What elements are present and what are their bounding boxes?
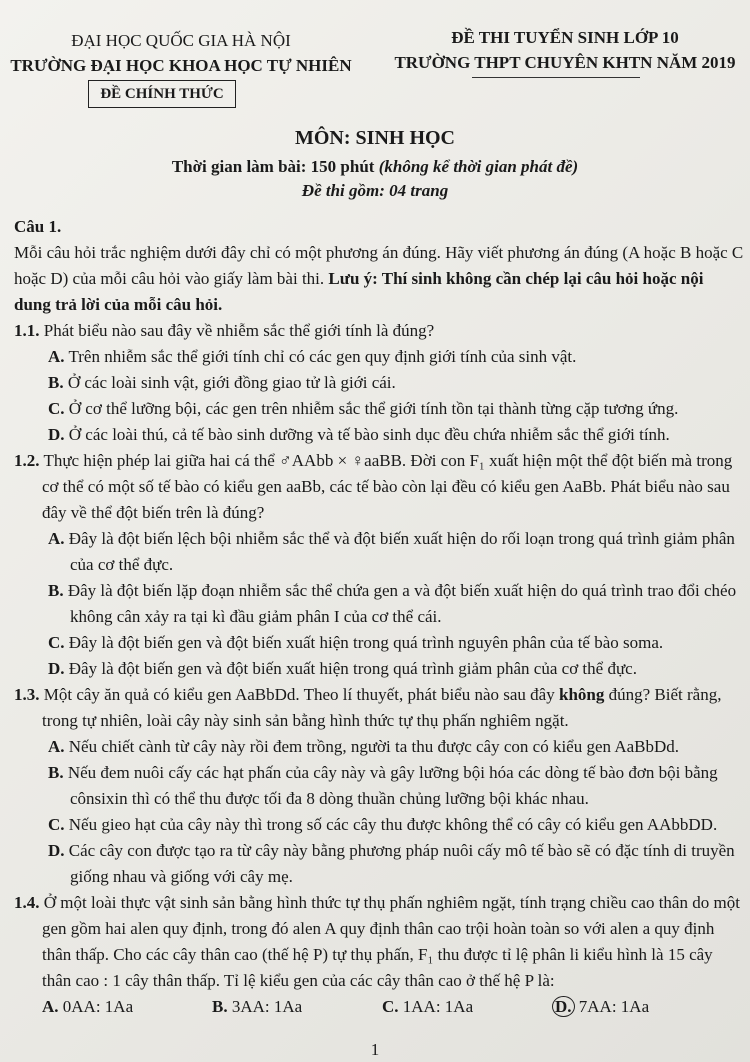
- option-label: D.: [48, 659, 65, 678]
- instructions-note: Lưu ý: Thí sinh không cần chép lại câu hỏi hoặc nội dung trả lời của mỗi câu hỏi.: [14, 269, 704, 314]
- question-label: Câu 1.: [14, 217, 62, 236]
- question-number: 1.2.: [14, 451, 40, 470]
- university-name: ĐẠI HỌC QUỐC GIA HÀ NỘI: [71, 31, 291, 50]
- option-a: [42, 994, 212, 1020]
- option-c: [382, 994, 552, 1020]
- question-number: 1.4.: [14, 893, 40, 912]
- option-label-circled: D.: [552, 996, 575, 1017]
- option-b: [14, 370, 744, 396]
- page-number: 1: [370, 1040, 380, 1059]
- header-left: [6, 28, 356, 78]
- option-d: [14, 422, 744, 448]
- option-label: B.: [48, 581, 64, 600]
- option-d: [14, 838, 744, 890]
- option-text: Nếu gieo hạt của cây này thì trong số các cây thu được không thể có cây có kiểu gen AAbbDD.: [68, 815, 718, 834]
- question-number: 1.3.: [14, 685, 40, 704]
- option-text: 3AA: 1Aa: [231, 997, 303, 1016]
- question-1-1: [14, 318, 744, 344]
- question-text: Thực hiện phép lai giữa hai cá thể ♂AAbb × ♀aaBB. Đời con F₁ xuất hiện một thể đột biến mà trong cơ thể có một số tế bào có kiểu gen aaBb, các tế bào còn lại đều có kiểu gen AaBb. Phát biểu nào sau đây về thể đột biến trên là đúng?: [42, 451, 733, 522]
- option-label: B.: [48, 373, 64, 392]
- official-stamp-box: ĐỀ CHÍNH THỨC: [88, 80, 236, 108]
- option-text: Các cây con được tạo ra từ cây này bằng phương pháp nuôi cấy mô tế bào sẽ có đặc tính di truyền giống nhau và giống với cây mẹ.: [68, 841, 735, 886]
- exam-name: ĐỀ THI TUYỂN SINH LỚP 10: [451, 28, 679, 47]
- question-text: Ở một loài thực vật sinh sản bằng hình thức tự thụ phấn nghiêm ngặt, tính trạng chiều cao thân do một gen gồm hai alen quy định, trong đó alen A quy định thân cao trội hoàn toàn so với alen a quy định thân thấp. Cho các cây thân cao (thế hệ P) tự thụ phấn, F₁ thu được tỉ lệ phân li kiểu hình là 15 cây thân cao : 1 cây thân thấp. Tỉ lệ kiểu gen của các cây thân cao ở thế hệ P là:: [42, 893, 740, 990]
- question-text: Phát biểu nào sau đây về nhiễm sắc thể giới tính là đúng?: [43, 321, 435, 340]
- header-right: [380, 25, 750, 75]
- option-text: 0AA: 1Aa: [62, 997, 134, 1016]
- option-label: C.: [48, 633, 65, 652]
- question-1-3: [14, 682, 744, 734]
- option-label: A.: [48, 737, 65, 756]
- option-c: [14, 396, 744, 422]
- option-text: Nếu chiết cành từ cây này rồi đem trồng, người ta thu được cây con có kiểu gen AaBbDd.: [68, 737, 680, 756]
- option-label: A.: [42, 997, 59, 1016]
- option-label: A.: [48, 529, 65, 548]
- question-text: Một cây ăn quả có kiểu gen AaBbDd. Theo lí thuyết, phát biểu nào sau đây: [43, 685, 555, 704]
- option-text: Đây là đột biến lặp đoạn nhiễm sắc thể chứa gen a và đột biến xuất hiện do quá trình trao đổi chéo không cân xảy ra tại kì đầu giảm phân I của cơ thể cái.: [67, 581, 737, 626]
- option-text: Ở các loài sinh vật, giới đồng giao tử là giới cái.: [67, 373, 396, 392]
- time-line: [0, 157, 750, 177]
- option-d: [552, 994, 722, 1020]
- option-label: C.: [48, 815, 65, 834]
- subject-title: MÔN: SINH HỌC: [295, 127, 455, 149]
- exam-body: [14, 214, 744, 1020]
- instructions-text: Mỗi câu hỏi trắc nghiệm dưới đây chỉ có một phương án đúng. Hãy viết phương án đúng (A hoặc B hoặc C hoặc D) của mỗi câu hỏi vào giấy làm bài thi.: [14, 243, 744, 288]
- option-c: [14, 630, 744, 656]
- option-text: 7AA: 1Aa: [578, 997, 650, 1016]
- option-b: [14, 578, 744, 630]
- option-label: C.: [48, 399, 65, 418]
- time-note: (không kể thời gian phát đề): [378, 157, 579, 176]
- question-emphasis: không: [558, 685, 605, 704]
- option-label: D.: [48, 841, 65, 860]
- option-text: Trên nhiễm sắc thể giới tính chỉ có các gen quy định giới tính của sinh vật.: [68, 347, 577, 366]
- question-1-2: [14, 448, 744, 526]
- option-a: [14, 344, 744, 370]
- page-count: Đề thi gồm: 04 trang: [301, 181, 449, 200]
- school-name: TRƯỜNG ĐẠI HỌC KHOA HỌC TỰ NHIÊN: [10, 56, 352, 75]
- option-a: [14, 526, 744, 578]
- option-b: [14, 760, 744, 812]
- question-text-end: đúng? Biết rằng, trong tự nhiên, loài cây này sinh sản bằng hình thức tự thụ phấn nghiêm ngặt.: [42, 685, 722, 730]
- options-row: [14, 994, 744, 1020]
- option-text: Đây là đột biến gen và đột biến xuất hiện trong quá trình giảm phân của cơ thể đực.: [68, 659, 637, 678]
- instructions: [14, 240, 744, 318]
- time-limit: Thời gian làm bài: 150 phút: [171, 157, 375, 176]
- option-text: Đây là đột biến lệch bội nhiễm sắc thể và đột biến xuất hiện do rối loạn trong quá trình giảm phân của cơ thể đực.: [68, 529, 735, 574]
- option-text: Nếu đem nuôi cấy các hạt phấn của cây này và gây lưỡng bội hóa các dòng tế bào đơn bội bằng cônsixin thì có thể thu được tối đa 8 dòng thuần chủng lưỡng bội khác nhau.: [67, 763, 718, 808]
- option-label: A.: [48, 347, 65, 366]
- option-b: [212, 994, 382, 1020]
- option-a: [14, 734, 744, 760]
- header-divider: [472, 77, 640, 78]
- option-text: Ở các loài thú, cả tế bào sinh dưỡng và tế bào sinh dục đều chứa nhiễm sắc thể giới tính.: [68, 425, 670, 444]
- option-text: 1AA: 1Aa: [402, 997, 474, 1016]
- question-number: 1.1.: [14, 321, 40, 340]
- option-label: B.: [48, 763, 64, 782]
- option-text: Ở cơ thể lưỡng bội, các gen trên nhiễm sắc thể giới tính tồn tại thành từng cặp tương ứng.: [68, 399, 679, 418]
- option-d: [14, 656, 744, 682]
- option-c: [14, 812, 744, 838]
- question-1-4: [14, 890, 744, 994]
- option-label: D.: [48, 425, 65, 444]
- exam-school-year: TRƯỜNG THPT CHUYÊN KHTN NĂM 2019: [394, 53, 736, 72]
- option-label: C.: [382, 997, 399, 1016]
- option-label: B.: [212, 997, 228, 1016]
- option-text: Đây là đột biến gen và đột biến xuất hiện trong quá trình nguyên phân của tế bào soma.: [68, 633, 664, 652]
